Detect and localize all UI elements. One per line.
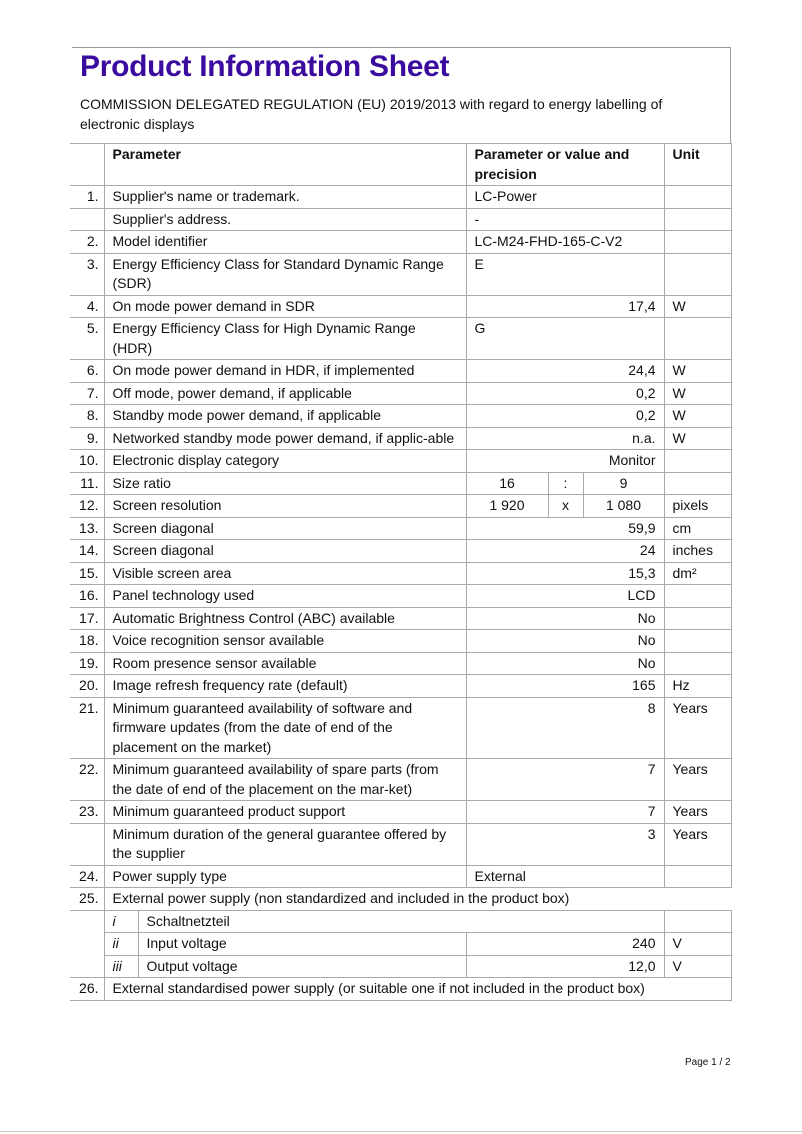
row-number: 4. (70, 295, 104, 318)
row-number (70, 208, 104, 231)
row-value: LCD (466, 585, 664, 608)
table-row (70, 697, 731, 759)
table-row (70, 865, 731, 888)
row-parameter: Minimum duration of the general guarantee offered by the supplier (104, 823, 466, 865)
row-unit: W (664, 295, 731, 318)
table-row (70, 630, 731, 653)
row-value-second: 1 080 (583, 495, 664, 518)
row-value: 7 (466, 759, 664, 801)
row-number (70, 823, 104, 865)
row-value-second: 9 (583, 472, 664, 495)
row-parameter: Supplier's address. (104, 208, 466, 231)
row-number: 3. (70, 253, 104, 295)
row-parameter: Standby mode power demand, if applicable (104, 405, 466, 428)
sub-item-index: i (104, 910, 138, 933)
regulation-subtitle: COMMISSION DELEGATED REGULATION (EU) 2019/2013 with regard to energy labelling of electronic displays (80, 96, 663, 132)
row-value-first: 16 (466, 472, 548, 495)
page-edge (0, 1131, 802, 1132)
row-parameter: Supplier's name or trademark. (104, 186, 466, 209)
row-value: 0,2 (466, 382, 664, 405)
row-unit (664, 630, 731, 653)
row-number: 26. (70, 978, 104, 1001)
row-parameter: Schaltnetzteil (138, 910, 664, 933)
row-number: 22. (70, 759, 104, 801)
row-value: - (466, 208, 664, 231)
row-value: 59,9 (466, 517, 664, 540)
row-parameter: Room presence sensor available (104, 652, 466, 675)
page-number: Page 1 / 2 (685, 1057, 731, 1068)
table-row (70, 540, 731, 563)
row-parameter: Energy Efficiency Class for Standard Dynamic Range (SDR) (104, 253, 466, 295)
row-number (70, 955, 104, 978)
row-number: 24. (70, 865, 104, 888)
row-value-separator: x (548, 495, 583, 518)
row-value: 0,2 (466, 405, 664, 428)
row-unit (664, 318, 731, 360)
row-value: 240 (466, 933, 664, 956)
row-number: 16. (70, 585, 104, 608)
row-parameter: External power supply (non standardized and included in the product box) (104, 888, 731, 911)
table-header-row (70, 144, 731, 186)
table-row (70, 823, 731, 865)
row-unit (664, 253, 731, 295)
row-unit: V (664, 933, 731, 956)
row-parameter: Model identifier (104, 231, 466, 254)
sub-item-index: ii (104, 933, 138, 956)
row-unit: V (664, 955, 731, 978)
table-row (70, 562, 731, 585)
row-value: No (466, 607, 664, 630)
row-unit: pixels (664, 495, 731, 518)
table-row (70, 675, 731, 698)
table-row (70, 295, 731, 318)
row-parameter: Minimum guaranteed product support (104, 801, 466, 824)
row-parameter: Size ratio (104, 472, 466, 495)
table-row (70, 607, 731, 630)
row-parameter: Power supply type (104, 865, 466, 888)
row-value: No (466, 630, 664, 653)
row-unit: W (664, 427, 731, 450)
row-number: 8. (70, 405, 104, 428)
table-row (70, 318, 731, 360)
row-number: 18. (70, 630, 104, 653)
row-unit (664, 652, 731, 675)
row-value: n.a. (466, 427, 664, 450)
table-row (70, 978, 731, 1001)
row-number: 13. (70, 517, 104, 540)
row-parameter: On mode power demand in SDR (104, 295, 466, 318)
row-parameter: Screen resolution (104, 495, 466, 518)
row-value: LC-M24-FHD-165-C-V2 (466, 231, 664, 254)
row-parameter: Screen diagonal (104, 540, 466, 563)
row-number: 25. (70, 888, 104, 911)
row-parameter: On mode power demand in HDR, if implemented (104, 360, 466, 383)
row-number: 15. (70, 562, 104, 585)
row-number: 11. (70, 472, 104, 495)
row-parameter: Automatic Brightness Control (ABC) available (104, 607, 466, 630)
table-row (70, 652, 731, 675)
table-row (70, 801, 731, 824)
row-value: 3 (466, 823, 664, 865)
table-row (70, 585, 731, 608)
header-number (70, 144, 104, 186)
row-unit: W (664, 360, 731, 383)
row-value: 8 (466, 697, 664, 759)
row-number: 20. (70, 675, 104, 698)
row-number (70, 910, 104, 933)
row-unit: cm (664, 517, 731, 540)
row-unit: dm² (664, 562, 731, 585)
table-row (70, 517, 731, 540)
product-info-table (70, 143, 732, 1001)
row-value: 7 (466, 801, 664, 824)
row-number: 17. (70, 607, 104, 630)
row-value: No (466, 652, 664, 675)
row-parameter: Image refresh frequency rate (default) (104, 675, 466, 698)
table-row (70, 910, 731, 933)
row-unit: Years (664, 759, 731, 801)
row-number: 21. (70, 697, 104, 759)
row-value: 15,3 (466, 562, 664, 585)
row-number: 9. (70, 427, 104, 450)
row-unit (664, 585, 731, 608)
row-unit (664, 186, 731, 209)
row-unit: Years (664, 801, 731, 824)
row-parameter: Networked standby mode power demand, if applic-able (104, 427, 466, 450)
table-row (70, 495, 731, 518)
header-parameter: Parameter (104, 144, 466, 186)
row-number: 7. (70, 382, 104, 405)
row-unit: Hz (664, 675, 731, 698)
table-row (70, 888, 731, 911)
row-parameter: Input voltage (138, 933, 466, 956)
row-value: 12,0 (466, 955, 664, 978)
row-parameter: Voice recognition sensor available (104, 630, 466, 653)
row-parameter: Minimum guaranteed availability of spare parts (from the date of end of the placement on the mar-ket) (104, 759, 466, 801)
table-row (70, 472, 731, 495)
row-parameter: Output voltage (138, 955, 466, 978)
row-parameter: Screen diagonal (104, 517, 466, 540)
row-number (70, 933, 104, 956)
row-value-first: 1 920 (466, 495, 548, 518)
table-row (70, 231, 731, 254)
row-parameter: Visible screen area (104, 562, 466, 585)
row-number: 23. (70, 801, 104, 824)
row-value: 165 (466, 675, 664, 698)
row-unit: inches (664, 540, 731, 563)
row-value: 17,4 (466, 295, 664, 318)
row-parameter: Panel technology used (104, 585, 466, 608)
row-value: 24 (466, 540, 664, 563)
row-number: 12. (70, 495, 104, 518)
row-value-separator: : (548, 472, 583, 495)
row-unit (664, 450, 731, 473)
table-row (70, 933, 731, 956)
table-row (70, 382, 731, 405)
row-unit: Years (664, 697, 731, 759)
row-number: 10. (70, 450, 104, 473)
row-number: 1. (70, 186, 104, 209)
table-row (70, 759, 731, 801)
row-value: E (466, 253, 664, 295)
row-number: 5. (70, 318, 104, 360)
row-parameter: Off mode, power demand, if applicable (104, 382, 466, 405)
table-row (70, 208, 731, 231)
row-parameter: External standardised power supply (or suitable one if not included in the product box) (104, 978, 731, 1001)
header-unit: Unit (664, 144, 731, 186)
row-value: 24,4 (466, 360, 664, 383)
row-parameter: Minimum guaranteed availability of software and firmware updates (from the date of end of the placement on the market) (104, 697, 466, 759)
table-row (70, 427, 731, 450)
row-unit (664, 231, 731, 254)
row-unit: W (664, 405, 731, 428)
table-row (70, 450, 731, 473)
row-parameter: Electronic display category (104, 450, 466, 473)
row-unit: Years (664, 823, 731, 865)
sub-item-index: iii (104, 955, 138, 978)
table-row (70, 955, 731, 978)
header-value: Parameter or value and precision (466, 144, 664, 186)
table-row (70, 360, 731, 383)
row-number: 19. (70, 652, 104, 675)
row-unit (664, 208, 731, 231)
table-row (70, 405, 731, 428)
table-row (70, 253, 731, 295)
row-unit (664, 472, 731, 495)
table-row (70, 186, 731, 209)
row-parameter: Energy Efficiency Class for High Dynamic Range (HDR) (104, 318, 466, 360)
row-number: 6. (70, 360, 104, 383)
page-title: Product Information Sheet (80, 50, 450, 83)
row-unit (664, 910, 731, 933)
row-number: 14. (70, 540, 104, 563)
row-unit: W (664, 382, 731, 405)
row-value: External (466, 865, 664, 888)
row-number: 2. (70, 231, 104, 254)
row-value: G (466, 318, 664, 360)
row-value: Monitor (466, 450, 664, 473)
row-unit (664, 865, 731, 888)
row-unit (664, 607, 731, 630)
row-value: LC-Power (466, 186, 664, 209)
